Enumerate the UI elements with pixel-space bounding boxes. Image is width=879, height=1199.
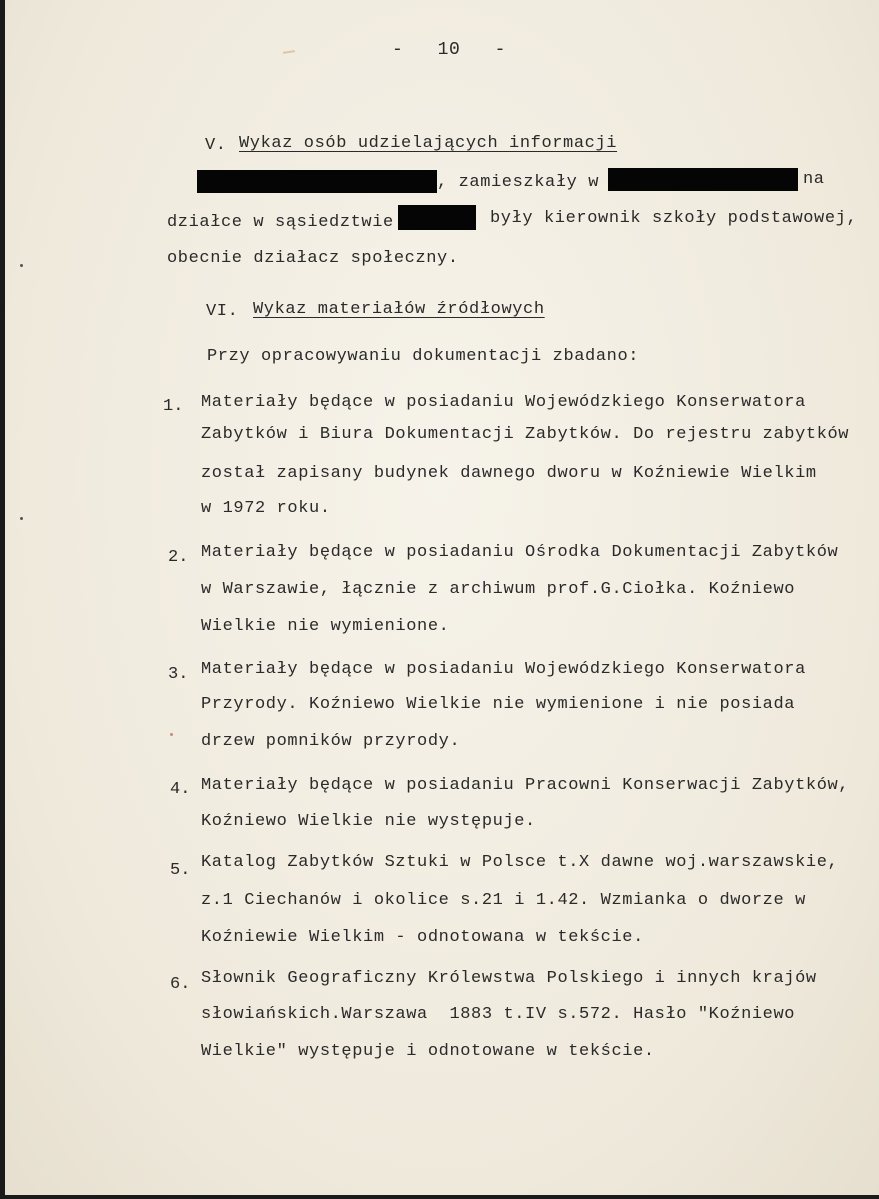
item-5-line: Katalog Zabytków Sztuki w Polsce t.X dawne woj.warszawskie,	[201, 853, 839, 872]
page-number: - 10 -	[392, 40, 507, 60]
section-5-line1-end: na	[803, 170, 825, 189]
item-4-line: Koźniewo Wielkie nie występuje.	[201, 812, 536, 831]
section-5-heading: Wykaz osób udzielających informacji	[239, 134, 618, 153]
section-6-number: VI.	[206, 302, 239, 321]
item-5-line: Koźniewie Wielkim - odnotowana w tekście.	[201, 928, 644, 947]
item-3-number: 3.	[168, 665, 189, 684]
section-6-heading: Wykaz materiałów źródłowych	[253, 300, 545, 319]
item-1-line: Zabytków i Biura Dokumentacji Zabytków. Do rejestru zabytków	[201, 425, 850, 444]
section-5-line2-end: były kierownik szkoły podstawowej,	[490, 209, 858, 228]
scan-edge-bottom	[0, 1195, 879, 1199]
item-1-line: Materiały będące w posiadaniu Wojewódzkiego Konserwatora	[201, 393, 806, 412]
paper-speck	[170, 733, 173, 736]
section-6-intro: Przy opracowywaniu dokumentacji zbadano:	[207, 347, 640, 366]
redaction-name	[197, 170, 437, 193]
item-5-line: z.1 Ciechanów i okolice s.21 i 1.42. Wzmianka o dworze w	[201, 891, 806, 910]
item-2-line: Materiały będące w posiadaniu Ośrodka Dokumentacji Zabytków	[201, 543, 839, 562]
item-1-line: w 1972 roku.	[201, 499, 331, 518]
ink-mark	[283, 50, 295, 54]
section-5-number: V.	[205, 136, 227, 155]
item-6-line: Wielkie" występuje i odnotowane w tekście.	[201, 1042, 655, 1061]
item-5-number: 5.	[170, 861, 191, 880]
item-1-number: 1.	[163, 397, 184, 416]
item-1-line: został zapisany budynek dawnego dworu w Koźniewie Wielkim	[201, 464, 817, 483]
section-5-line1-tail: , zamieszkały w	[437, 173, 600, 192]
item-2-line: Wielkie nie wymienione.	[201, 617, 450, 636]
item-6-line: słowiańskich.Warszawa 1883 t.IV s.572. Hasło "Koźniewo	[201, 1005, 796, 1024]
item-4-number: 4.	[170, 780, 191, 799]
item-4-line: Materiały będące w posiadaniu Pracowni Konserwacji Zabytków,	[201, 776, 850, 795]
paper-speck	[20, 264, 23, 267]
scan-edge-left	[0, 0, 5, 1199]
item-3-line: drzew pomników przyrody.	[201, 732, 461, 751]
redaction-address	[608, 168, 798, 191]
paper-speck	[20, 517, 23, 520]
item-2-number: 2.	[168, 548, 189, 567]
section-5-line2-start: działce w sąsiedztwie	[167, 213, 394, 232]
item-3-line: Przyrody. Koźniewo Wielkie nie wymienione i nie posiada	[201, 695, 796, 714]
redaction-location	[398, 205, 476, 230]
item-6-line: Słownik Geograficzny Królewstwa Polskiego i innych krajów	[201, 969, 817, 988]
item-2-line: w Warszawie, łącznie z archiwum prof.G.Ciołka. Koźniewo	[201, 580, 796, 599]
item-6-number: 6.	[170, 975, 191, 994]
section-5-line3: obecnie działacz społeczny.	[167, 249, 459, 268]
item-3-line: Materiały będące w posiadaniu Wojewódzkiego Konserwatora	[201, 660, 806, 679]
